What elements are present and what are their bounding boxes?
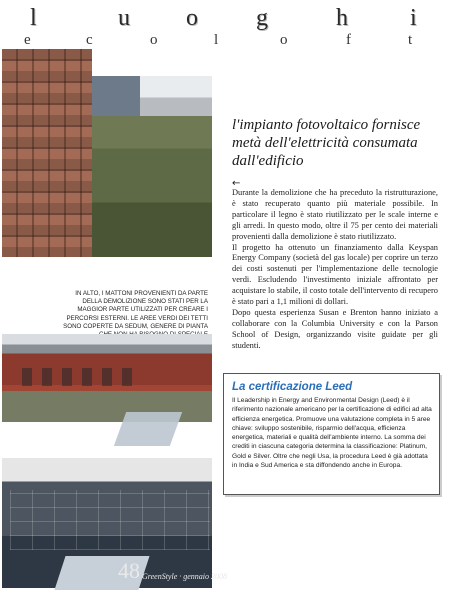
- article-subtitle: l'impianto fotovoltaico fornisce metà dell'elettricità consumata dall'edificio: [232, 117, 421, 169]
- leed-box-text: Il Leadership in Energy and Environmental Design (Leed) è il riferimento nazionale americano per la certificazione di edifici ad alta efficienza energetica. Promuove una valutazione completa in 5 aree chiave: sviluppo sostenibile, risparmio dell'acqua, efficienza energetica, materiali e qualità dell'ambiente interno. La somma dei crediti in ciascuna categoria determina la classificazione: Platinum, Gold e Silver. Oltre che negli Usa, la procedura Leed è già adottata in India e Sud America e sta diffondendo anche in Europa.: [232, 397, 432, 470]
- body-paragraph: Dopo questa esperienza Susan e Brenton hanno iniziato a collaborare con la Columbia University e con la Parson School of Design, organizzando visite guidate per gli studenti.: [232, 307, 438, 350]
- building-windows: [22, 368, 142, 386]
- building-wall-detail: [92, 76, 140, 116]
- arrow-left-icon: ←: [232, 178, 241, 189]
- skylight-shape: [114, 412, 182, 446]
- body-paragraph: Il progetto ha ottenuto un finanziamento dalla Keyspan Energy Company (società del gas locale) per coprire un terzo dei costi sostenuti per l'implementazione delle tecnologie verdi. Escludendo l'investimento iniziale affrontato per acquistare lo stabile, il costo totale dell'intervento di recupero è stato pari a 1,1 milioni di dollari.: [232, 242, 438, 307]
- section-header-luoghi: [0, 6, 465, 32]
- footer-label: GreenStyle · gennaio 2008: [142, 572, 228, 581]
- header-letter: i: [410, 5, 417, 31]
- header-letter: u: [118, 5, 130, 31]
- subheader-letter: c: [86, 32, 93, 48]
- header-letter: g: [256, 5, 268, 31]
- body-paragraph: Durante la demolizione che ha preceduto la ristrutturazione, è stato recuperato quanto più materiale possibile. In particolare il legno è stato riutilizzato per le scale interne e gli arredi. In questo modo, oltre il 75 per cento dei materiali provenienti dalla demolizione è stato riutilizzato.: [232, 188, 438, 241]
- header-letter: l: [30, 5, 37, 31]
- subheader-letter: e: [24, 32, 31, 48]
- subheader-letter: l: [214, 32, 219, 48]
- header-letter: h: [336, 5, 348, 31]
- brick-path-photo: [2, 49, 92, 257]
- leed-info-box: [223, 373, 440, 495]
- subheader-letter: t: [408, 32, 413, 48]
- article-body: [232, 188, 438, 352]
- solar-panel-grid: [10, 490, 210, 550]
- subheader-letter: o: [280, 32, 288, 48]
- leed-box-title: La certificazione Leed: [232, 381, 353, 393]
- photo-caption: IN ALTO, I MATTONI PROVENIENTI DA PARTE DELLA DEMOLIZIONE SONO STATI PER LA MAGGIOR PARTE UTILIZZATI PER CREARE I PERCORSI ESTERNI. LE AREE VERDI DEI TETTI SONO COPERTE DA SEDUM, GENERE DI PIANTA: [63, 290, 208, 330]
- page-number: 48: [118, 558, 140, 583]
- section-subheader-ecoloft: [0, 33, 465, 49]
- header-letter: o: [186, 5, 198, 31]
- subheader-letter: f: [346, 32, 351, 48]
- subheader-letter: o: [150, 32, 158, 48]
